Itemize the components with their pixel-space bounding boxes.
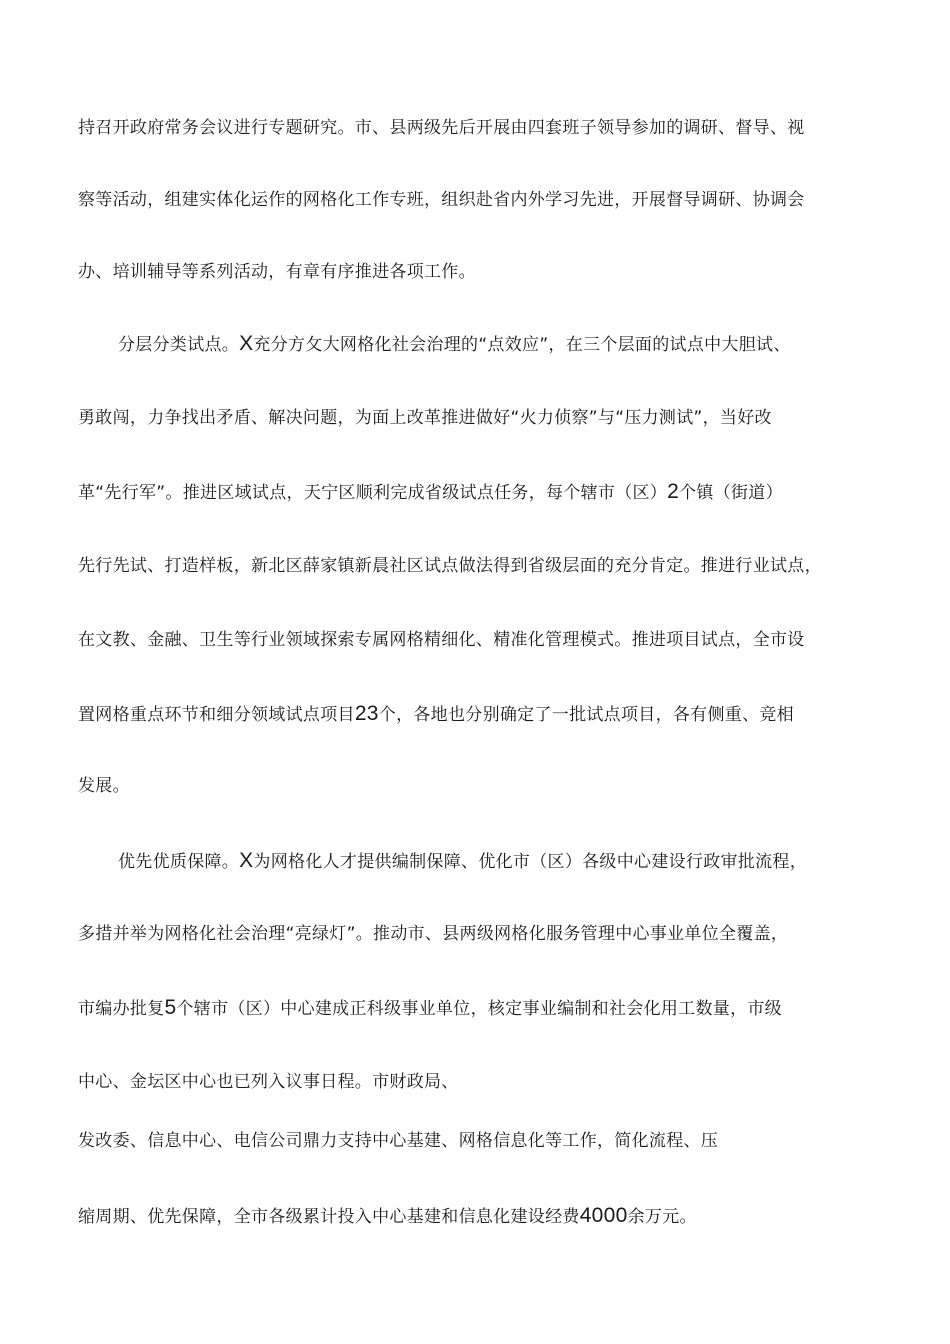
paragraph-3-line-1 xyxy=(118,850,807,873)
number-5: 5 xyxy=(164,996,177,1019)
paragraph-2-line-3-text-a: 革“先行军”。推进区域试点，天宁区顺利完成省级试点任务，每个辖市（区） xyxy=(78,483,668,503)
paragraph-3-line-5: 发改委、信息中心、电信公司鼎力支持中心基建、网格信息化等工作，简化流程、压 xyxy=(78,1131,719,1151)
paragraph-2-heading: 分层分类试点。 xyxy=(118,335,240,355)
paragraph-2-line-7: 发展。 xyxy=(78,776,130,796)
paragraph-3-line-2: 多措并举为网格化社会治理“亮绿灯”。推动市、县两级网格化服务管理中心事业单位全覆盖， xyxy=(78,924,789,944)
paragraph-3-line-6-text-b: 余万元。 xyxy=(627,1207,697,1227)
paragraph-3-line-4: 中心、金坛区中心也已列入议事日程。市财政局、 xyxy=(78,1072,459,1092)
paragraph-2-line-3-text-b: 个镇（街道） xyxy=(679,483,783,503)
paragraph-3-line-6 xyxy=(78,1205,697,1228)
paragraph-1-line-3: 办、培训辅导等系列活动，有章有序推进各项工作。 xyxy=(78,262,476,282)
paragraph-1-line-2: 察等活动，组建实体化运作的网格化工作专班，组织赴省内外学习先进，开展督导调研、协调会 xyxy=(78,190,805,210)
placeholder-x: X xyxy=(239,332,254,355)
paragraph-3-heading: 优先优质保障。 xyxy=(118,852,240,872)
placeholder-x: X xyxy=(239,849,254,872)
paragraph-2-line-2: 勇敢闯，力争找出矛盾、解决问题，为面上改革推进做好“火力侦察”与“压力测试”，当好改 xyxy=(78,408,772,428)
paragraph-2-line-5: 在文教、金融、卫生等行业领域探索专属网格精细化、精准化管理模式。推进项目试点，全市设 xyxy=(78,630,805,650)
paragraph-2-line-3 xyxy=(78,481,783,504)
paragraph-3-line-1-text: 为网格化人才提供编制保障、优化市（区）各级中心建设行政审批流程， xyxy=(253,852,808,872)
paragraph-2-line-1 xyxy=(118,333,791,356)
paragraph-2-line-6-text-a: 置网格重点环节和细分领域试点项目 xyxy=(78,705,355,725)
paragraph-2-line-6-text-b: 个，各地也分别确定了一批试点项目，各有侧重、竞相 xyxy=(378,705,794,725)
paragraph-3-line-3-text-a: 市编办批复 xyxy=(78,999,165,1019)
paragraph-1-line-1: 持召开政府常务会议进行专题研究。市、县两级先后开展由四套班子领导参加的调研、督导、视 xyxy=(78,118,805,138)
paragraph-2-line-4: 先行先试、打造样板，新北区薛家镇新晨社区试点做法得到省级层面的充分肯定。推进行业试点， xyxy=(78,556,822,576)
paragraph-3-line-3 xyxy=(78,997,782,1020)
paragraph-2-line-1-text: 充分方攵大网格化社会治理的“点效应”，在三个层面的试点中大胆试、 xyxy=(253,335,791,355)
number-23: 23 xyxy=(354,702,379,725)
paragraph-2-line-6 xyxy=(78,703,794,726)
paragraph-3-line-6-text-a: 缩周期、优先保障，全市各级累计投入中心基建和信息化建设经费 xyxy=(78,1207,580,1227)
number-4000: 4000 xyxy=(579,1204,628,1227)
paragraph-3-line-3-text-b: 个辖市（区）中心建成正科级事业单位，核定事业编制和社会化用工数量，市级 xyxy=(176,999,782,1019)
number-2: 2 xyxy=(667,480,680,503)
